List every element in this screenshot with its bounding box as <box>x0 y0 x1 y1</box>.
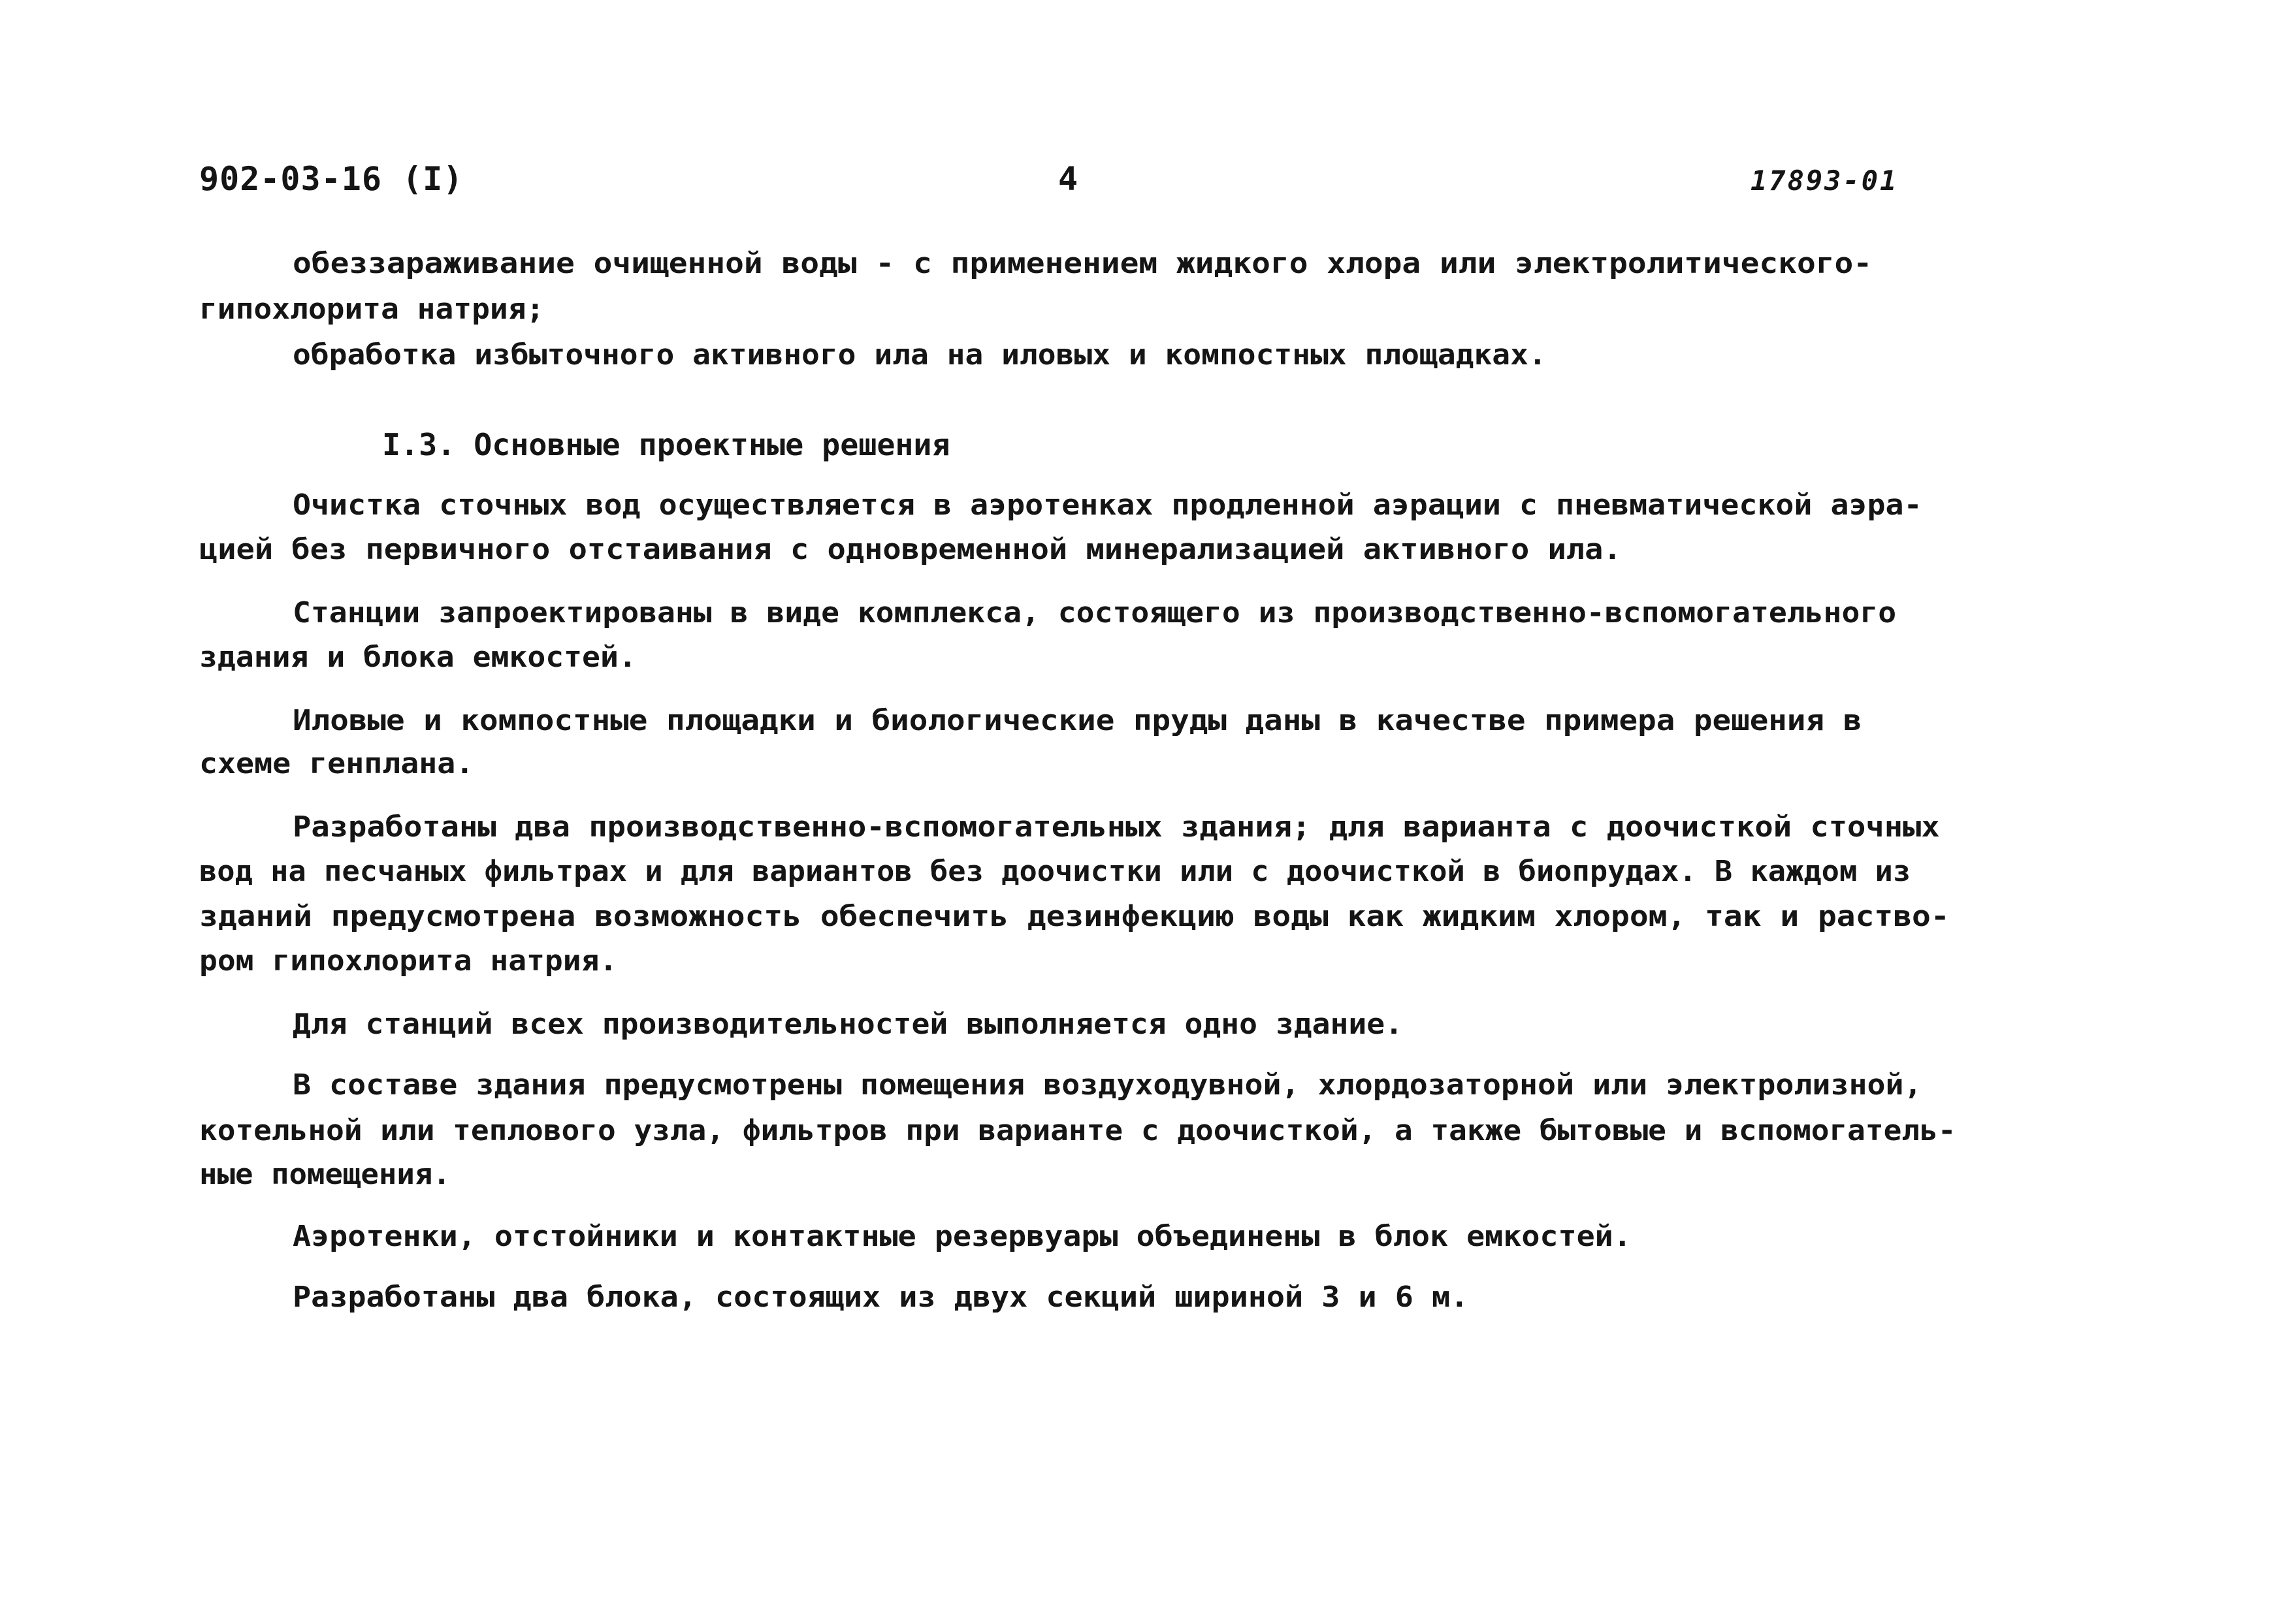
paragraph-2-line-1: обработка избыточного активного ила на иловых и компостных площадках. <box>293 338 1547 372</box>
section-heading: I.3. Основные проектные решения <box>382 427 950 462</box>
paragraph-10-line-1: Разработаны два блока, состоящих из двух секций шириной 3 и 6 м. <box>293 1281 1469 1314</box>
paragraph-6-line-3: зданий предусмотрена возможность обеспечить дезинфекцию воды как жидким хлором, так и раство- <box>199 900 1950 933</box>
paragraph-8-line-2: котельной или теплового узла, фильтров при варианте с доочисткой, а также бытовые и вспомогатель- <box>199 1114 1956 1147</box>
paragraph-9-line-1: Аэротенки, отстойники и контактные резервуары объединены в блок емкостей. <box>293 1220 1632 1253</box>
paragraph-3-line-2: цией без первичного отстаивания с одновременной минерализацией активного ила. <box>199 533 1622 566</box>
paragraph-4-line-2: здания и блока емкостей. <box>199 641 637 674</box>
paragraph-6-line-2: вод на песчаных фильтрах и для вариантов без доочистки или с доочисткой в биопрудах. В каждом из <box>199 855 1911 888</box>
inventory-number: 17893-01 <box>1751 165 1899 197</box>
paragraph-8-line-3: ные помещения. <box>199 1158 451 1191</box>
paragraph-7-line-1: Для станций всех производительностей выполняется одно здание. <box>293 1008 1403 1041</box>
paragraph-1-line-2: гипохлорита натрия; <box>199 293 545 326</box>
paragraph-1-line-1: обеззараживание очищенной воды - с применением жидкого хлора или электролитического- <box>293 247 1873 280</box>
paragraph-8-line-1: В составе здания предусмотрены помещения воздуходувной, хлордозаторной или электролизной, <box>293 1068 1922 1102</box>
document-code: 902-03-16 (I) <box>199 160 464 198</box>
paragraph-6-line-4: ром гипохлорита натрия. <box>199 944 618 978</box>
paragraph-5-line-1: Иловые и компостные площадки и биологические пруды даны в качестве примера решения в <box>293 704 1862 737</box>
paragraph-3-line-1: Очистка сточных вод осуществляется в аэротенках продленной аэрации с пневматической аэра- <box>293 488 1922 522</box>
paragraph-4-line-1: Станции запроектированы в виде комплекса, состоящего из производственно-вспомогательного <box>293 596 1897 629</box>
page-number: 4 <box>1058 160 1078 198</box>
paragraph-6-line-1: Разработаны два производственно-вспомогательных здания; для варианта с доочисткой сточных <box>293 810 1940 844</box>
paragraph-5-line-2: схеме генплана. <box>199 747 474 780</box>
